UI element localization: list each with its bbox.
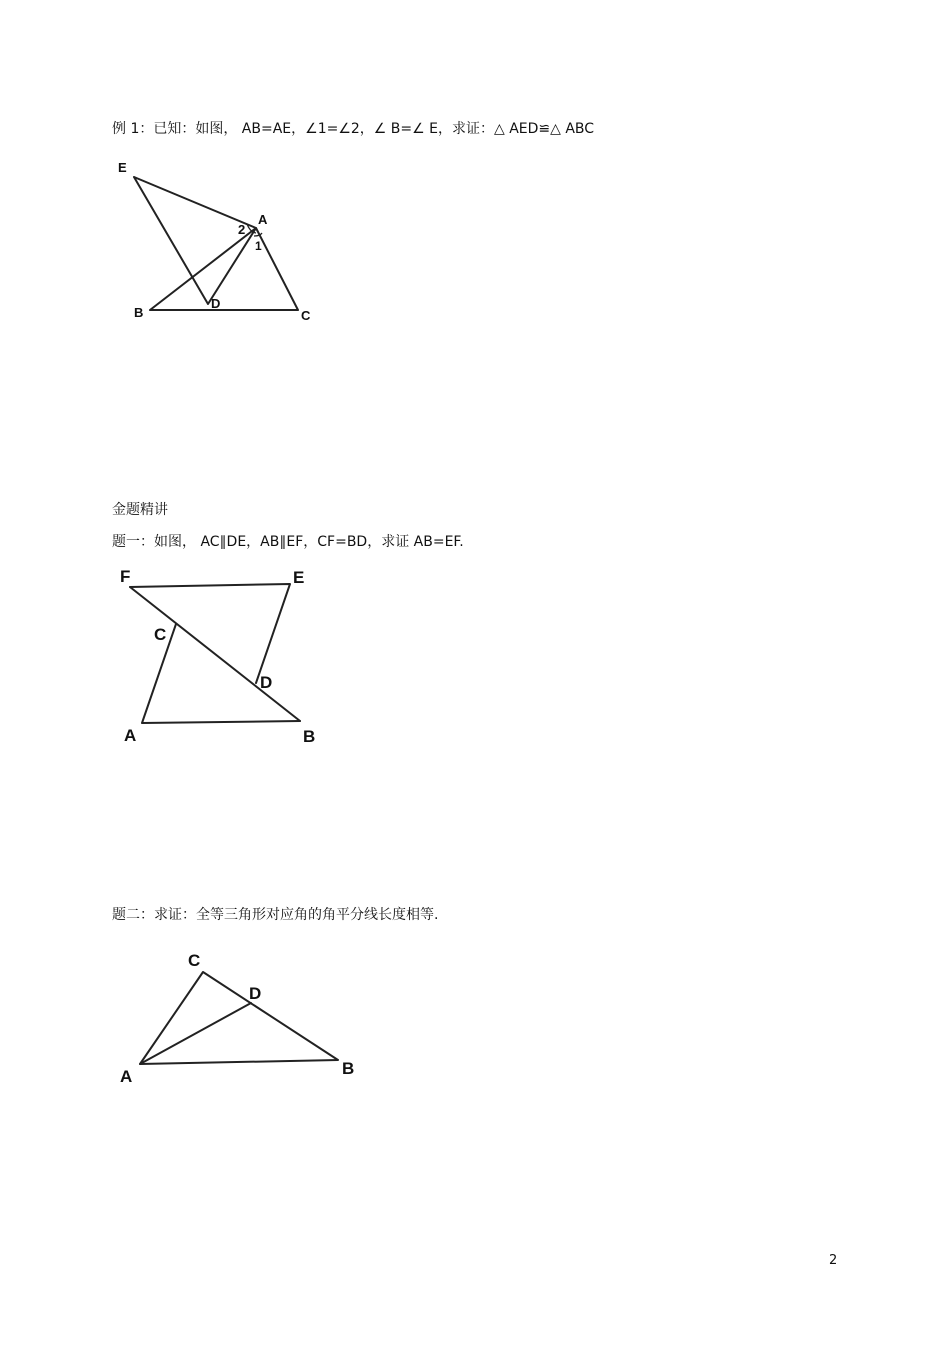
label-D: D <box>260 673 273 692</box>
label-C: C <box>301 308 311 323</box>
problem1-statement: 题一：如图， AC∥DE，AB∥EF，CF=BD，求证 AB=EF. <box>112 534 464 550</box>
page-number: 2 <box>829 1253 838 1268</box>
label-angle-2: 2 <box>238 222 246 237</box>
label-A: A <box>258 212 268 227</box>
label-angle-1: 1 <box>255 239 262 253</box>
label-E: E <box>293 568 305 587</box>
example1-statement: 例 1：已知：如图， AB=AE，∠1=∠2，∠ B=∠ E，求证：△ AED≌△ ABC <box>112 121 595 137</box>
label-C: C <box>188 951 201 970</box>
label-A: A <box>124 726 137 745</box>
label-D: D <box>249 984 262 1003</box>
label-B: B <box>134 305 144 320</box>
label-F: F <box>120 567 131 586</box>
problem2-statement: 题二：求证：全等三角形对应角的角平分线长度相等. <box>112 907 439 923</box>
problem2-bisector-ad <box>140 1003 251 1064</box>
problem2-triangle-acb <box>140 972 338 1064</box>
label-A: A <box>120 1067 133 1086</box>
label-E: E <box>118 160 127 175</box>
section-title: 金题精讲 <box>112 502 168 518</box>
label-C: C <box>154 625 167 644</box>
label-B: B <box>303 727 316 746</box>
label-D: D <box>211 296 221 311</box>
label-B: B <box>342 1059 355 1078</box>
